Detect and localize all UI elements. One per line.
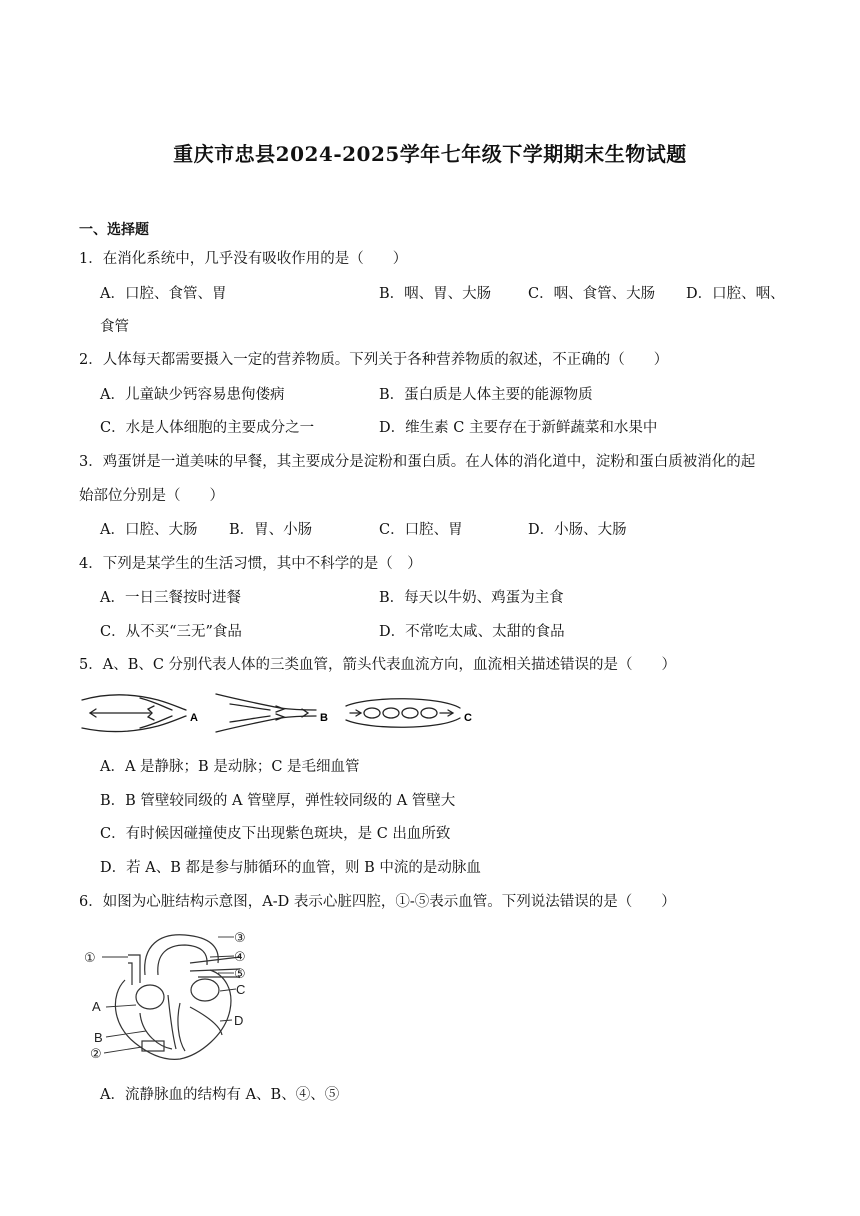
question-5-option-a: A．A 是静脉；B 是动脉；C 是毛细血管 [100, 759, 360, 775]
heart-diagram [80, 925, 270, 1070]
heart-label-3: ③ [234, 931, 246, 946]
heart-label-2: ② [90, 1047, 102, 1062]
question-1-option-d: D．口腔、咽、 [686, 286, 785, 302]
heart-label-5: ⑤ [234, 967, 246, 982]
question-2-option-b: B．蛋白质是人体主要的能源物质 [379, 387, 593, 403]
question-4-option-c: C．从不买“三无”食品 [100, 624, 242, 640]
question-4-stem: 4．下列是某学生的生活习惯，其中不科学的是（ ） [79, 556, 422, 572]
question-5-option-d: D．若 A、B 都是参与肺循环的血管，则 B 中流的是动脉血 [100, 860, 481, 876]
vessel-label-a: A [190, 712, 198, 724]
question-1-option-b: B．咽、胃、大肠 [379, 286, 492, 302]
question-2-option-c: C．水是人体细胞的主要成分之一 [100, 420, 315, 436]
blood-vessel-figure [80, 688, 480, 738]
question-4-option-d: D．不常吃太咸、太甜的食品 [379, 624, 565, 640]
question-2-option-d: D．维生素 C 主要存在于新鲜蔬菜和水果中 [379, 420, 658, 436]
page-title: 重庆市忠县2024-2025学年七年级下学期期末生物试题 [173, 142, 687, 166]
question-3-option-c: C．口腔、胃 [379, 522, 463, 538]
vessel-label-c: C [464, 712, 472, 724]
question-2-stem: 2．人体每天都需要摄入一定的营养物质。下列关于各种营养物质的叙述，不正确的（ ） [79, 352, 669, 368]
heart-label-4: ④ [234, 950, 246, 965]
heart-label-b: B [94, 1030, 103, 1045]
question-1-option-a: A．口腔、食管、胃 [100, 286, 227, 302]
question-4-option-b: B．每天以牛奶、鸡蛋为主食 [379, 590, 564, 606]
heart-label-a: A [92, 999, 101, 1014]
question-2-option-a: A．儿童缺少钙容易患佝偻病 [100, 387, 285, 403]
question-4-option-a: A．一日三餐按时进餐 [100, 590, 241, 606]
question-5-option-b: B．B 管壁较同级的 A 管壁厚，弹性较同级的 A 管壁大 [100, 793, 456, 809]
heart-label-d: D [234, 1013, 244, 1028]
question-5-stem: 5．A、B、C 分别代表人体的三类血管，箭头代表血流方向，血流相关描述错误的是（ ） [79, 657, 677, 673]
vessel-label-b: B [320, 712, 328, 724]
heart-label-1: ① [84, 951, 96, 966]
question-5-option-c: C．有时候因碰撞使皮下出现紫色斑块，是 C 出血所致 [100, 826, 451, 842]
question-6-stem: 6．如图为心脏结构示意图，A-D 表示心脏四腔，①-⑤表示血管。下列说法错误的是（ ） [79, 894, 676, 910]
section-heading: 一、选择题 [79, 222, 149, 238]
question-1-option-c: C．咽、食管、大肠 [528, 286, 656, 302]
heart-label-c: C [236, 982, 246, 997]
question-1-option-d-continued: 食管 [100, 319, 129, 335]
question-3-option-b: B．胃、小肠 [229, 522, 313, 538]
question-3-stem-line1: 3．鸡蛋饼是一道美味的早餐，其主要成分是淀粉和蛋白质。在人体的消化道中，淀粉和蛋白质被消化的起 [79, 454, 756, 470]
question-3-option-d: D．小肠、大肠 [528, 522, 627, 538]
question-3-stem-line2: 始部位分别是（ ） [79, 488, 224, 504]
question-1-stem: 1．在消化系统中，几乎没有吸收作用的是（ ） [79, 251, 408, 267]
question-6-option-a: A．流静脉血的结构有 A、B、④、⑤ [100, 1087, 340, 1103]
question-3-option-a: A．口腔、大肠 [100, 522, 198, 538]
